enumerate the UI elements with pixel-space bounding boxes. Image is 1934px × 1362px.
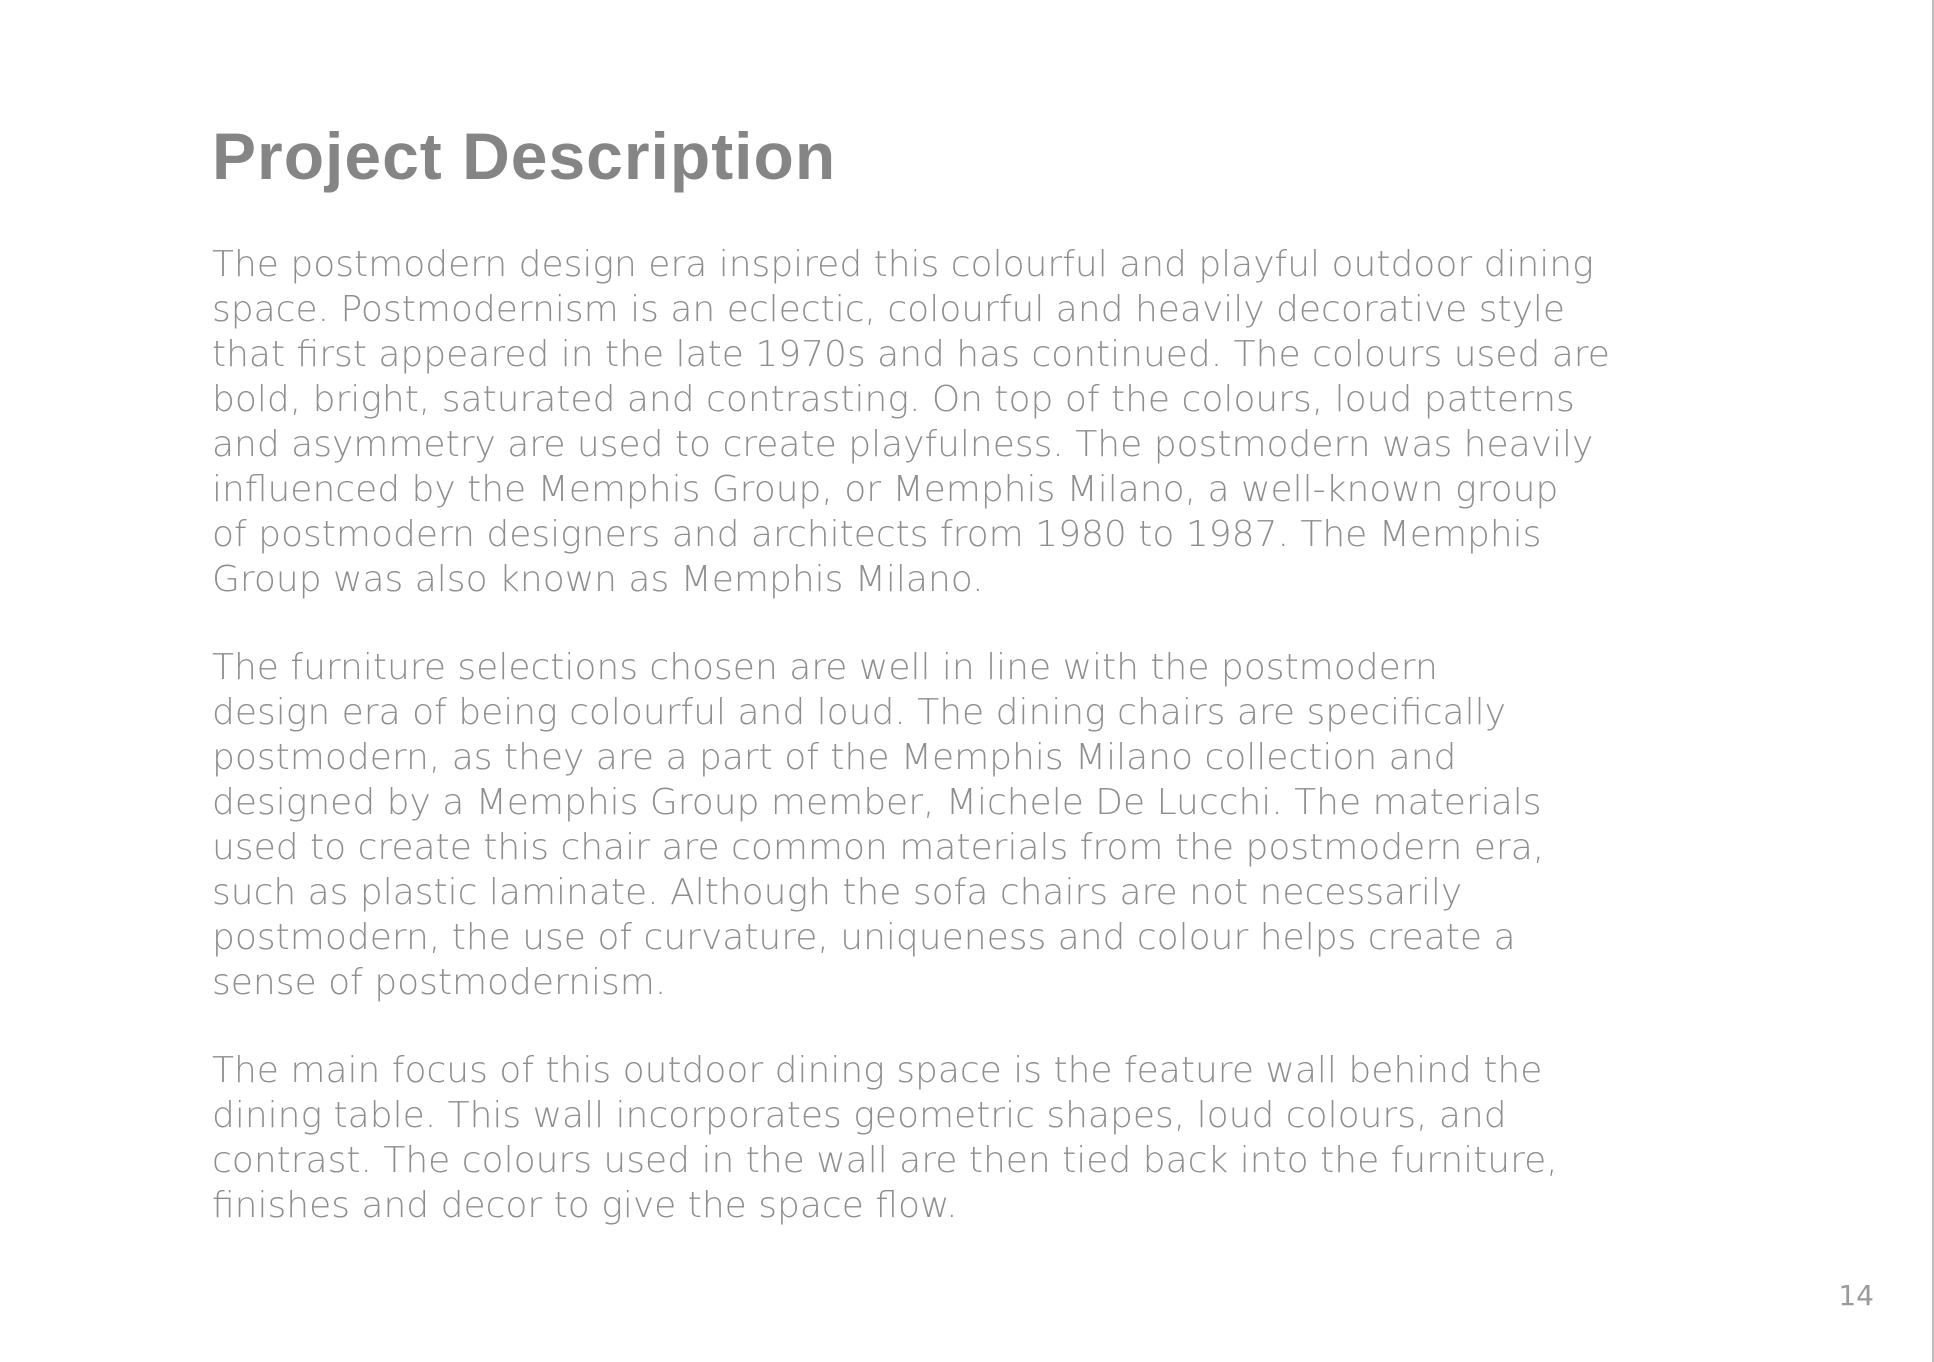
paragraph-line: of postmodern designers and architects from 1980 to 1987. The Memphis: [212, 514, 1542, 555]
page-number: 14: [1838, 1279, 1874, 1312]
paragraph-furniture: [212, 645, 1772, 1005]
paragraph-line: The main focus of this outdoor dining space is the feature wall behind the: [212, 1050, 1543, 1091]
paragraph-line: postmodern, as they are a part of the Memphis Milano collection and: [212, 737, 1457, 778]
paragraph-line: Group was also known as Memphis Milano.: [212, 559, 984, 600]
paragraph-line: design era of being colourful and loud. The dining chairs are specifically: [212, 692, 1506, 733]
paragraph-line: The postmodern design era inspired this colourful and playful outdoor dining: [212, 244, 1594, 285]
paragraph-line: influenced by the Memphis Group, or Memphis Milano, a well-known group: [212, 469, 1559, 510]
paragraph-line: sense of postmodernism.: [212, 962, 667, 1003]
paragraph-line: such as plastic laminate. Although the sofa chairs are not necessarily: [212, 872, 1463, 913]
page-content: [212, 118, 1772, 1271]
paragraph-line: The furniture selections chosen are well in line with the postmodern: [212, 647, 1438, 688]
paragraph-line: used to create this chair are common materials from the postmodern era,: [212, 827, 1545, 868]
paragraph-line: space. Postmodernism is an eclectic, colourful and heavily decorative style: [212, 289, 1566, 330]
paragraph-line: postmodern, the use of curvature, uniqueness and colour helps create a: [212, 917, 1516, 958]
paragraph-line: and asymmetry are used to create playfulness. The postmodern was heavily: [212, 424, 1594, 465]
paragraph-line: dining table. This wall incorporates geometric shapes, loud colours, and: [212, 1095, 1507, 1136]
paragraph-line: bold, bright, saturated and contrasting. On top of the colours, loud patterns: [212, 379, 1575, 420]
paragraph-line: designed by a Memphis Group member, Michele De Lucchi. The materials: [212, 782, 1542, 823]
paragraph-line: contrast. The colours used in the wall are then tied back into the furniture,: [212, 1140, 1558, 1181]
paragraph-feature-wall: [212, 1048, 1772, 1228]
paragraph-line: finishes and decor to give the space flow.: [212, 1185, 958, 1226]
page-title: Project Description: [212, 119, 837, 193]
paragraph-intro: [212, 242, 1772, 602]
paragraph-line: that first appeared in the late 1970s and has continued. The colours used are: [212, 334, 1610, 375]
